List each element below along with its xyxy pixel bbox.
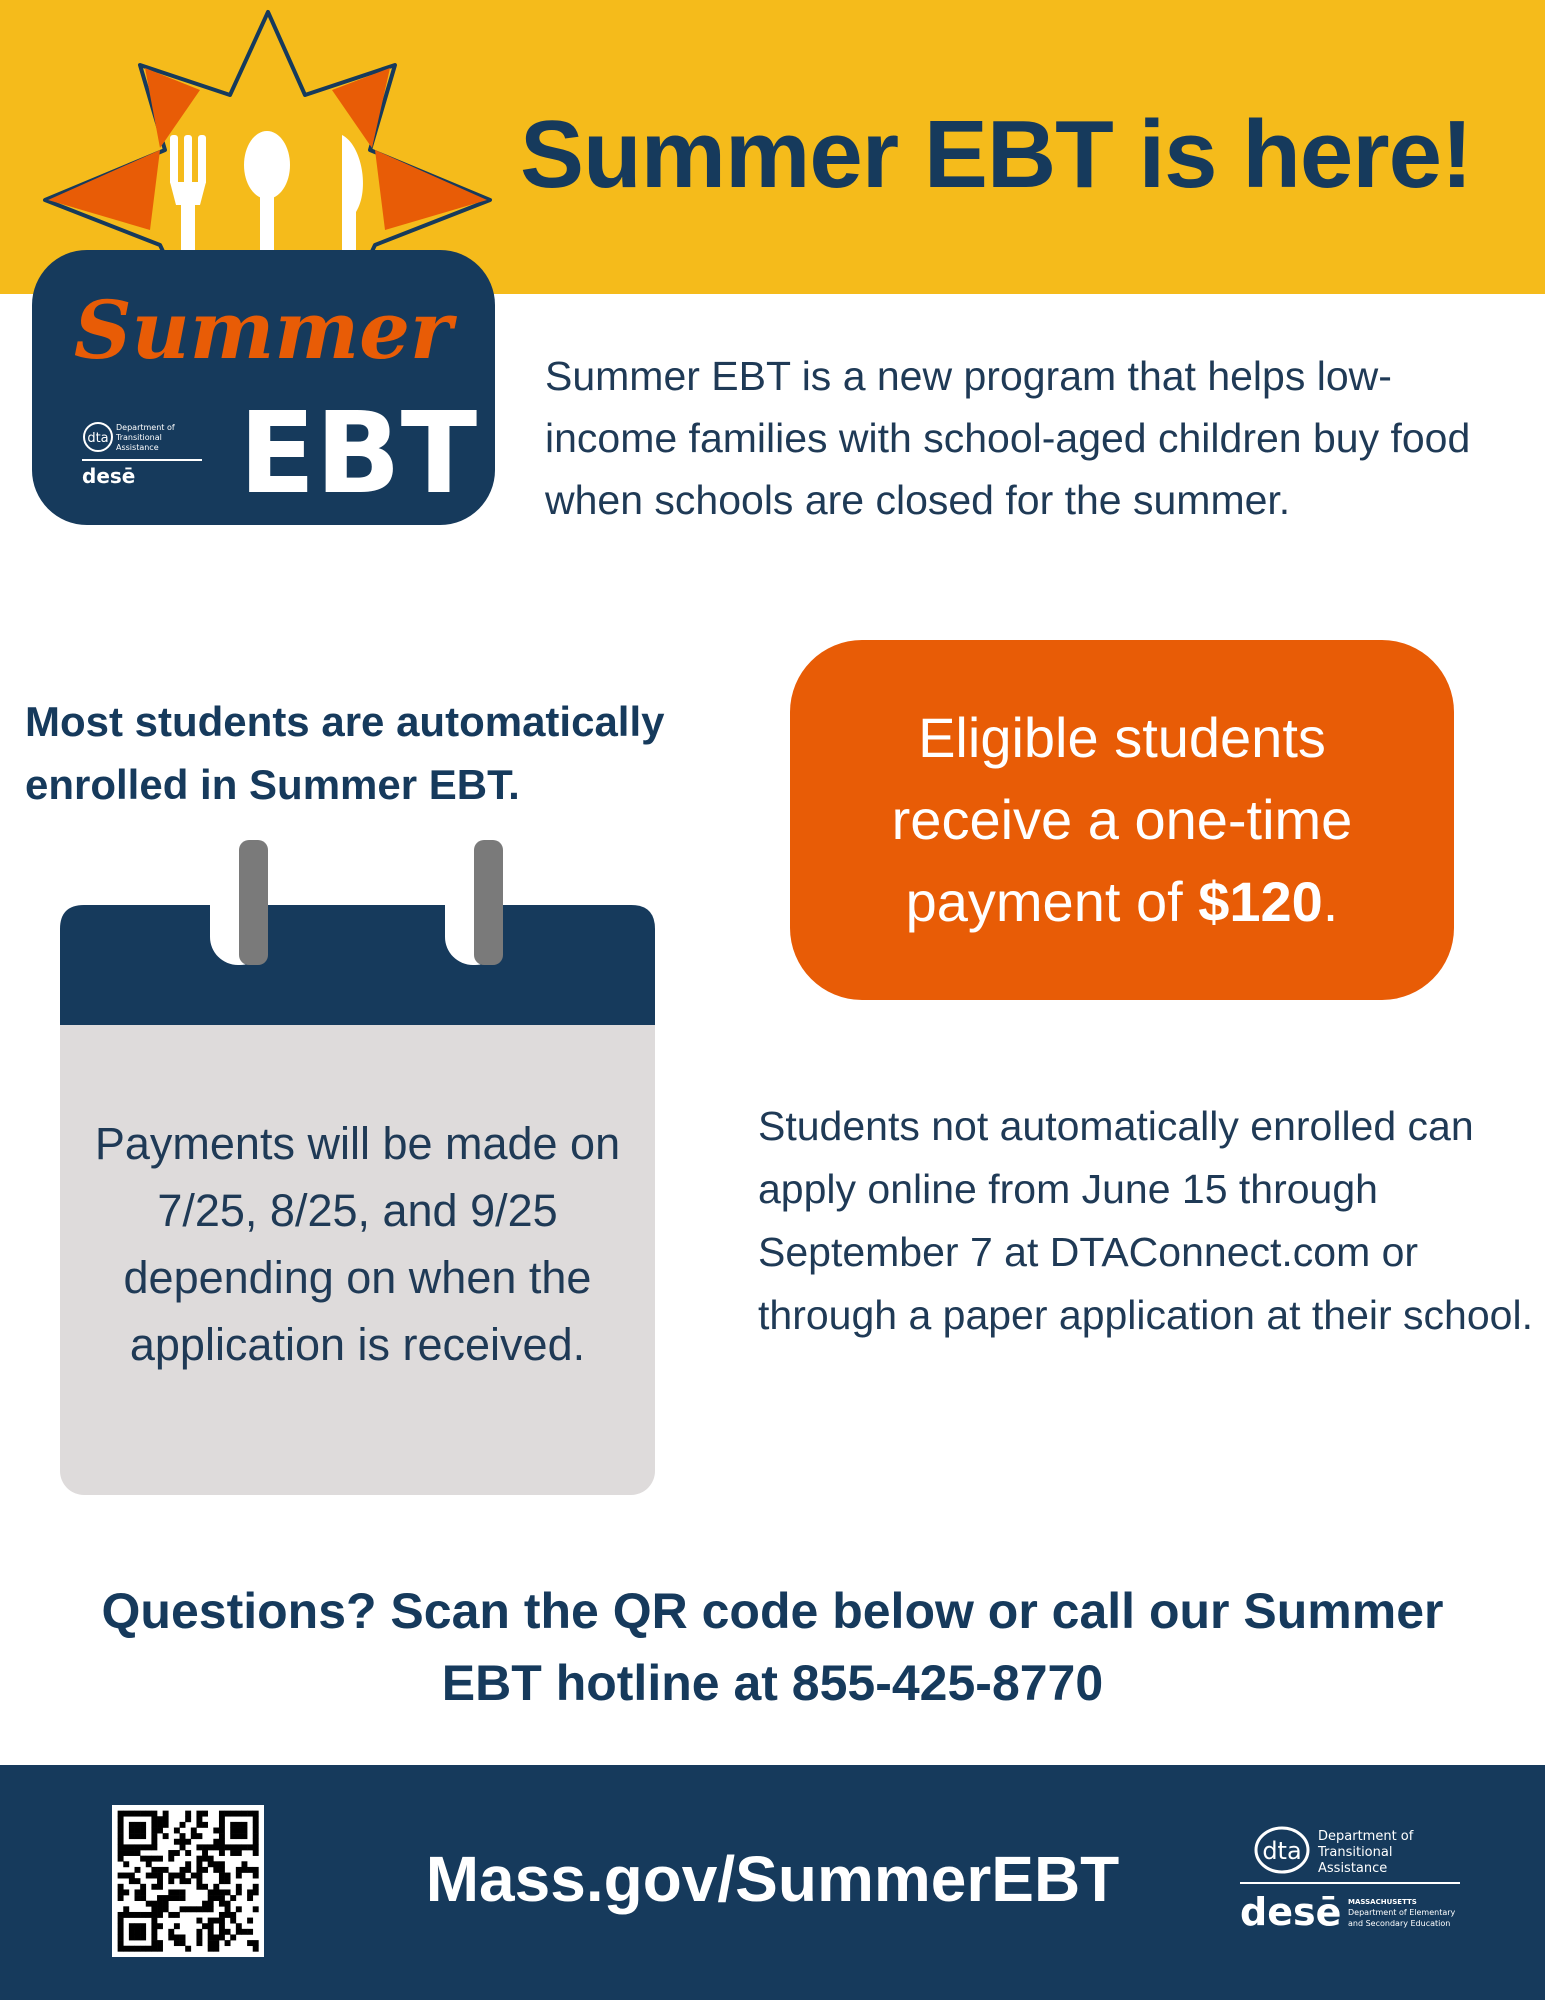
- svg-text:and Secondary Education: and Secondary Education: [1348, 1919, 1451, 1928]
- auto-enroll-heading: Most students are automatically enrolled in Summer EBT.: [25, 698, 665, 808]
- page-title: Summer EBT is here!: [520, 101, 1472, 208]
- svg-text:Transitional: Transitional: [1318, 1845, 1393, 1860]
- intro-paragraph: Summer EBT is a new program that helps low-income families with school-aged children buy food when schools are closed for the summer.: [545, 353, 1471, 523]
- logo-ebt-word: EBT: [238, 389, 478, 519]
- dta-logo-text: dta: [1262, 1837, 1302, 1865]
- logo-script-word: Summer: [73, 283, 453, 377]
- svg-text:dta: dta: [87, 431, 109, 446]
- agency-logos: [1240, 1820, 1470, 1955]
- svg-text:Assistance: Assistance: [1318, 1861, 1388, 1876]
- summer-ebt-logo: [20, 0, 510, 535]
- svg-text:Department of Elementary: Department of Elementary: [1348, 1908, 1456, 1917]
- apply-info-text: Students not automatically enrolled can apply online from June 15 through September 7 at DTAConnect.com or through a paper application at their school.: [758, 1103, 1533, 1338]
- payment-dates-text: Payments will be made on 7/25, 8/25, and 9/25 depending on when the application is received.: [94, 1118, 621, 1370]
- payment-amount: $120: [1198, 870, 1323, 933]
- questions-heading: Questions? Scan the QR code below or call our Summer EBT hotline at 855-425-8770: [101, 1583, 1444, 1711]
- svg-text:Department of: Department of: [116, 423, 175, 432]
- svg-text:MASSACHUSETTS: MASSACHUSETTS: [1348, 1898, 1417, 1906]
- dese-logo-text: desē: [1240, 1890, 1342, 1934]
- website-link[interactable]: Mass.gov/SummerEBT: [425, 1843, 1120, 1915]
- payment-callout: Eligible students receive a one-time payment of $120.: [790, 640, 1454, 1000]
- svg-text:Assistance: Assistance: [116, 443, 159, 452]
- svg-text:desē: desē: [82, 464, 136, 488]
- svg-text:Department of: Department of: [1318, 1829, 1414, 1844]
- svg-text:Transitional: Transitional: [116, 433, 162, 442]
